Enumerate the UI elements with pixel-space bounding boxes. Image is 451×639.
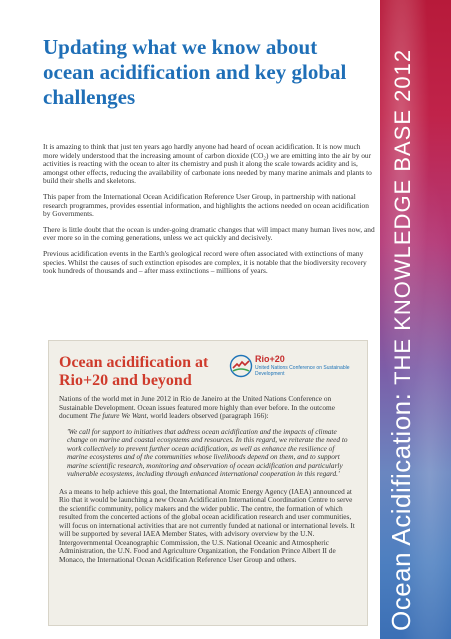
rio-quote: 'We call for support to initiatives that address ocean acidification and the impacts of climate change on marine and coastal ecosystems and resources. In this regard, we reiterate the need to work collectively to prevent further ocean acidification, as well as enhance the resilience of marine ecosystems and of the communities whose livelihoods depend on them, and to support marine scientific research, monitoring and observation of ocean acidification and particularly vulnerable ecosystems, including through enhanced international cooperation in this regard.' [67, 426, 348, 478]
logo-name: Rio+20 [255, 354, 285, 364]
box-paragraph-text: Nations of the world met in June 2012 in Rio de Janeiro at the United Nations Conference on Sustainable Development. Ocean issues featured more highly than ever before. In the outcome document [59, 394, 335, 420]
box-paragraph [59, 395, 357, 421]
intro-section [43, 143, 376, 283]
rio20-logo [229, 354, 359, 386]
intro-paragraph: This paper from the International Ocean Acidification Reference User Group, in partnership with national research programmes, provides essential information, and highlights the actions needed on ocean acidification by Governments. [43, 191, 369, 219]
intro-paragraph: Previous acidification events in the Earth's geological record were often associated with extinctions of many species. Whilst the causes of such extinction episodes are complex, it is notable that the biodiversity recovery took hundreds of thousands and – after mass extinctions – millions of years. [43, 248, 367, 276]
intro-paragraph: There is little doubt that the ocean is under-going dramatic changes that will impact many human lives now, and ever more so in the coming generations, unless we act quickly and decisively. [43, 224, 375, 243]
document-title-italic: The future We Want [89, 411, 147, 420]
rio20-logo-icon [229, 354, 253, 378]
box-title: Ocean acidification at Rio+20 and beyond [59, 354, 209, 389]
intro-paragraph: It is amazing to think that just ten years ago hardly anyone had heard of ocean acidification. It is now much more widely understood that the increasing amount of carbon dioxide (CO₂) we are emitting into the air by our activities is reacting with the ocean to alter its chemistry and push it along the scale towards acidity and is, amongst other effects, reducing the availability of carbonate ions needed by many marine animals and plants to build their shells and skeletons. [43, 142, 372, 186]
series-title: Ocean Acidification: [386, 392, 416, 631]
series-subtitle: THE KNOWLEDGE BASE 2012 [390, 48, 415, 385]
page-title: Updating what we know about ocean acidification and key global challenges [43, 35, 347, 109]
box-paragraph: As a means to help achieve this goal, the International Atomic Energy Agency (IAEA) announced at Rio that it would be launching a new Ocean Acidification International Coordination Centre to serve the scientific community, policy makers and the wider public. The centre, the formation of which resulted from the concerted actions of the global ocean acidification research and user communities, will focus on international activities that are not currently funded at national or international levels. It will be supported by several IAEA Member States, with advisory overview by the U.N. Intergovernmental Oceanographic Commission, the U.S. National Oceanic and Atmospheric Administration, the U.N. Food and Agriculture Organization, the Fondation Prince Albert II de Monaco, the International Ocean Acidification Reference User Group and others. [59, 486, 355, 564]
side-banner-text [388, 6, 414, 631]
box-paragraph-text: , world leaders observed (paragraph 166): [146, 411, 269, 420]
rio-sidebar-box [48, 340, 368, 626]
side-banner [380, 0, 451, 639]
box-body [59, 395, 357, 571]
logo-subtitle: United Nations Conference on Sustainable Development [255, 365, 350, 377]
